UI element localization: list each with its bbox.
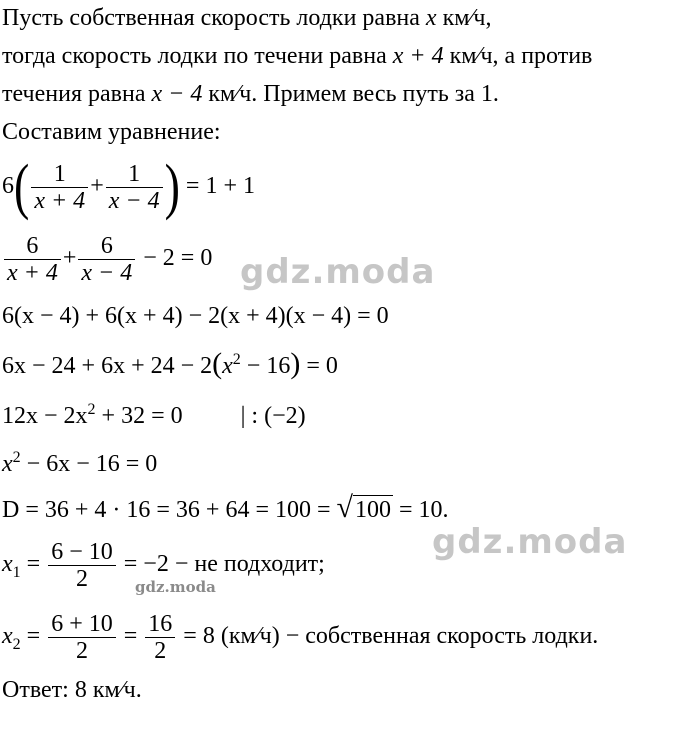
watermark-small: gdz.moda [135, 578, 216, 596]
fraction: $\frac{1}{x - 4}$ [106, 161, 163, 214]
equation-3: 6(x − 4) + 6(x + 4) − 2(x + 4)(x − 4) = 0 [2, 303, 389, 329]
equation-root-1: $x_1$ = $\frac{6 - 10}{2}$ = −2 − не подходит; [2, 538, 325, 592]
answer-line: Ответ: 8 км⁄ч. [2, 677, 142, 703]
text-line-1: Пусть собственная скорость лодки равна x км⁄ч, [2, 5, 492, 31]
fraction: $\frac{6}{x + 4}$ [4, 233, 61, 286]
fraction: $\frac{6 + 10}{2}$ [48, 611, 116, 664]
equation-1: 6( $\frac{1}{x + 4}$ + $\frac{1}{x - 4}$ ) = 1 + 1 [2, 152, 255, 222]
equation-discriminant: D = 36 + 4 · 16 = 36 + 64 = 100 = √100 = 10. [2, 491, 449, 524]
watermark-logo: gdz.moda [432, 522, 628, 562]
equation-5: $12x - 2x^2 + 32 = 0$ | : (−2) [2, 401, 306, 429]
sqrt-sign: √ [336, 491, 354, 524]
equation-6: $x^2 - 6x - 16 = 0$ [2, 449, 158, 477]
equation-root-2: $x_2$ = $\frac{6 + 10}{2}$ = $\frac{16}{2}$ = 8 (км⁄ч) − собственная скорость лодки. [2, 610, 599, 664]
equation-2: $\frac{6}{x + 4}$ + $\frac{6}{x - 4}$ − 2 = 0 [2, 228, 212, 288]
fraction: $\frac{16}{2}$ [145, 611, 175, 664]
watermark-logo: gdz.moda [240, 252, 436, 292]
text-line-2: тогда скорость лодки по течени равна x + 4 км⁄ч, а против [2, 43, 593, 69]
fraction: $\frac{6 - 10}{2}$ [48, 539, 116, 592]
text-line-3: течения равна x − 4 км⁄ч. Примем весь путь за 1. [2, 81, 499, 107]
fraction: $\frac{6}{x - 4}$ [78, 233, 135, 286]
text-line-4: Составим уравнение: [2, 119, 221, 145]
fraction: $\frac{1}{x + 4}$ [31, 161, 88, 214]
equation-4: $6x - 24 + 6x + 24 - 2(x^2 - 16) = 0$ [2, 347, 338, 380]
variable-x: x [425, 5, 437, 31]
